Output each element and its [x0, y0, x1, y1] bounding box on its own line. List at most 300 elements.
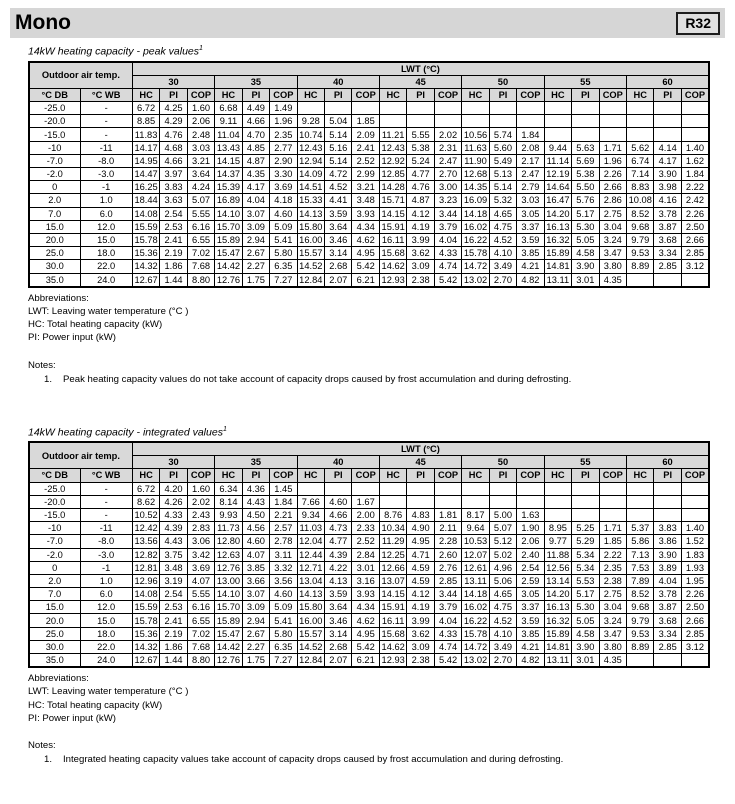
- table-cell: 14.81: [544, 640, 571, 653]
- table-cell: 7.68: [187, 260, 214, 273]
- table-cell: 4.14: [654, 141, 681, 154]
- table-cell: 2.26: [681, 588, 709, 601]
- table-cell: 2.26: [681, 207, 709, 220]
- table-cell: [572, 482, 599, 495]
- table-row: [29, 247, 709, 260]
- table-cell: 15.33: [297, 194, 324, 207]
- table-cell: 5.17: [572, 207, 599, 220]
- table-cell: 2.85: [681, 627, 709, 640]
- table-cell: 25.0: [29, 247, 80, 260]
- hc-column-header: HC: [462, 469, 489, 482]
- table-cell: 4.22: [325, 561, 352, 574]
- table-cell: 3.42: [187, 548, 214, 561]
- db-column-header: °C DB: [29, 88, 80, 101]
- table-row: [29, 115, 709, 128]
- table-cell: 16.13: [544, 601, 571, 614]
- cop-column-header: COP: [270, 88, 297, 101]
- table-cell: 1.93: [681, 561, 709, 574]
- table-cell: 3.78: [654, 207, 681, 220]
- table-cell: -15.0: [29, 128, 80, 141]
- table-cell: 9.11: [215, 115, 242, 128]
- note-text: Peak heating capacity values do not take account of capacity drops caused by frost accumulation and during defrosting.: [63, 373, 572, 385]
- table-cell: 7.14: [627, 168, 654, 181]
- table-cell: 4.87: [242, 154, 269, 167]
- table-cell: 4.16: [654, 194, 681, 207]
- hc-column-header: HC: [627, 88, 654, 101]
- table-cell: 1.40: [681, 141, 709, 154]
- table-cell: 1.0: [80, 194, 132, 207]
- table-row: [29, 260, 709, 273]
- table-cell: [627, 115, 654, 128]
- table-cell: 4.65: [489, 588, 516, 601]
- table-cell: 12.94: [297, 154, 324, 167]
- table-cell: 1.62: [681, 154, 709, 167]
- table-cell: 14.42: [215, 260, 242, 273]
- table-cell: 5.17: [572, 588, 599, 601]
- table-cell: 14.42: [215, 640, 242, 653]
- table-cell: 2.85: [681, 247, 709, 260]
- table-cell: 3.90: [572, 640, 599, 653]
- table-cell: [489, 495, 516, 508]
- table-cell: 3.34: [654, 627, 681, 640]
- table-cell: 3.09: [407, 640, 434, 653]
- table-cell: 12.56: [544, 561, 571, 574]
- table-cell: 2.06: [517, 535, 544, 548]
- table-cell: 2.60: [434, 548, 461, 561]
- table-row: [29, 614, 709, 627]
- hc-column-header: HC: [215, 88, 242, 101]
- table-cell: 3.05: [517, 588, 544, 601]
- table-cell: 11.03: [297, 522, 324, 535]
- integrated-values-table: [28, 441, 710, 668]
- table-cell: 16.25: [132, 181, 159, 194]
- table-cell: 4.62: [352, 233, 379, 246]
- table-cell: [379, 495, 406, 508]
- table-cell: 3.11: [270, 548, 297, 561]
- cop-column-header: COP: [599, 469, 626, 482]
- table-cell: 4.50: [242, 508, 269, 521]
- table-cell: 4.43: [160, 535, 187, 548]
- table-cell: 5.38: [572, 168, 599, 181]
- table-row: [29, 141, 709, 154]
- table-cell: [517, 482, 544, 495]
- table-cell: 3.07: [242, 207, 269, 220]
- table-cell: 14.10: [215, 207, 242, 220]
- hc-column-header: HC: [297, 469, 324, 482]
- table-cell: 9.93: [215, 508, 242, 521]
- table-cell: 4.74: [434, 260, 461, 273]
- note-text: Integrated heating capacity values take account of capacity drops caused by frost accumulation and during defrosting.: [63, 754, 564, 765]
- table-cell: 7.89: [627, 574, 654, 587]
- table-cell: 5.13: [489, 168, 516, 181]
- table-cell: 5.34: [572, 548, 599, 561]
- table-cell: -: [80, 102, 132, 115]
- table-row: [29, 535, 709, 548]
- table-cell: 5.14: [325, 128, 352, 141]
- table-cell: 12.76: [215, 654, 242, 668]
- pi-column-header: PI: [242, 88, 269, 101]
- table-cell: 3.12: [681, 260, 709, 273]
- table-cell: 4.10: [489, 627, 516, 640]
- table-cell: 11.14: [544, 154, 571, 167]
- table-row: [29, 601, 709, 614]
- table-cell: 1.44: [160, 273, 187, 287]
- pi-column-header: PI: [654, 469, 681, 482]
- table-cell: 1.81: [434, 508, 461, 521]
- table-cell: 14.09: [297, 168, 324, 181]
- table-cell: 4.29: [160, 115, 187, 128]
- table-cell: 16.32: [544, 233, 571, 246]
- table-cell: 8.83: [627, 181, 654, 194]
- table-cell: 2.48: [187, 128, 214, 141]
- table-cell: 2.54: [160, 207, 187, 220]
- table-cell: [627, 482, 654, 495]
- table-cell: 5.41: [270, 233, 297, 246]
- lwt-temp-header: 60: [627, 456, 709, 469]
- table-cell: 2.70: [434, 168, 461, 181]
- table-cell: 6.21: [352, 654, 379, 668]
- hc-column-header: HC: [132, 469, 159, 482]
- table-cell: 3.59: [325, 207, 352, 220]
- table-cell: 2.52: [352, 535, 379, 548]
- table-cell: 3.79: [434, 220, 461, 233]
- table-cell: 14.15: [379, 207, 406, 220]
- table-cell: 12.81: [132, 561, 159, 574]
- table-cell: 4.13: [325, 574, 352, 587]
- caption-text: 14kW heating capacity - integrated values: [28, 426, 223, 438]
- table-cell: [379, 115, 406, 128]
- table-cell: 20.0: [29, 233, 80, 246]
- table-cell: 5.42: [434, 273, 461, 287]
- table-cell: 5.09: [270, 601, 297, 614]
- table-cell: 5.80: [270, 247, 297, 260]
- table-cell: [654, 654, 681, 668]
- table-cell: 3.44: [434, 588, 461, 601]
- table-cell: -8.0: [80, 154, 132, 167]
- table-cell: 4.66: [160, 154, 187, 167]
- table-cell: 15.0: [29, 220, 80, 233]
- table-cell: [627, 128, 654, 141]
- table-cell: 4.90: [407, 522, 434, 535]
- cop-column-header: COP: [352, 469, 379, 482]
- table-cell: 6.68: [215, 102, 242, 115]
- table-cell: [654, 128, 681, 141]
- table-cell: 2.53: [160, 601, 187, 614]
- table-cell: 1.84: [681, 168, 709, 181]
- cop-column-header: COP: [599, 88, 626, 101]
- table-cell: 35.0: [29, 273, 80, 287]
- table-cell: 8.14: [215, 495, 242, 508]
- table-cell: 3.46: [325, 614, 352, 627]
- table-cell: 15.91: [379, 220, 406, 233]
- table-cell: 15.68: [379, 247, 406, 260]
- table-cell: 13.07: [379, 574, 406, 587]
- table-cell: 12.0: [80, 220, 132, 233]
- table-cell: 4.04: [434, 233, 461, 246]
- abbreviations-title: Abbreviations:: [28, 673, 89, 685]
- table-cell: 1.86: [160, 640, 187, 653]
- table-cell: 4.20: [160, 482, 187, 495]
- table-cell: 12.42: [132, 522, 159, 535]
- table-cell: 12.25: [379, 548, 406, 561]
- table-cell: 9.79: [627, 233, 654, 246]
- table-cell: [462, 495, 489, 508]
- table-cell: 12.84: [297, 273, 324, 287]
- table-cell: 16.22: [462, 614, 489, 627]
- table-row: [29, 588, 709, 601]
- table-cell: 14.35: [462, 181, 489, 194]
- table-cell: 5.14: [325, 154, 352, 167]
- table-cell: 12.71: [297, 561, 324, 574]
- table-cell: [544, 128, 571, 141]
- table-cell: 2.41: [352, 141, 379, 154]
- table-cell: [434, 495, 461, 508]
- table-cell: 15.89: [544, 627, 571, 640]
- table-row: [29, 181, 709, 194]
- table-cell: 8.80: [187, 273, 214, 287]
- table-cell: 2.66: [599, 181, 626, 194]
- table-cell: 14.64: [544, 181, 571, 194]
- table-cell: [379, 482, 406, 495]
- hc-column-header: HC: [132, 88, 159, 101]
- table-cell: 4.12: [407, 588, 434, 601]
- table-cell: 12.93: [379, 273, 406, 287]
- table-cell: 3.89: [654, 561, 681, 574]
- table-cell: 14.32: [132, 260, 159, 273]
- table-cell: -2.0: [29, 168, 80, 181]
- table-row: [29, 522, 709, 535]
- table-cell: 5.25: [572, 522, 599, 535]
- table-cell: 3.68: [654, 614, 681, 627]
- abbreviation-line: LWT: Leaving water temperature (°C ): [28, 305, 189, 317]
- table-cell: 4.07: [187, 574, 214, 587]
- table-cell: 15.68: [379, 627, 406, 640]
- table-cell: 3.80: [599, 640, 626, 653]
- cop-column-header: COP: [352, 88, 379, 101]
- table-cell: 3.62: [407, 627, 434, 640]
- table-cell: 4.71: [407, 548, 434, 561]
- table-cell: 2.09: [352, 128, 379, 141]
- table-cell: 3.86: [654, 535, 681, 548]
- table-cell: 2.84: [352, 548, 379, 561]
- table-cell: 6.21: [352, 273, 379, 287]
- hc-column-header: HC: [627, 469, 654, 482]
- table-cell: 1.45: [270, 482, 297, 495]
- table-row: [29, 154, 709, 167]
- table-cell: [407, 115, 434, 128]
- table-cell: 2.85: [654, 640, 681, 653]
- table-cell: 4.58: [572, 627, 599, 640]
- table-cell: [544, 508, 571, 521]
- table-cell: 16.00: [297, 233, 324, 246]
- table-cell: 9.53: [627, 627, 654, 640]
- table-cell: 3.24: [599, 614, 626, 627]
- table-cell: 4.04: [654, 574, 681, 587]
- table-cell: 4.33: [160, 508, 187, 521]
- table-cell: 15.70: [215, 601, 242, 614]
- table-cell: 12.82: [132, 548, 159, 561]
- table-cell: 1.75: [242, 654, 269, 668]
- table-cell: 2.17: [517, 154, 544, 167]
- table-cell: 12.43: [297, 141, 324, 154]
- table-cell: [627, 654, 654, 668]
- table-cell: [462, 482, 489, 495]
- lwt-header: LWT (°C): [132, 62, 709, 76]
- table-cell: 16.89: [215, 194, 242, 207]
- table-cell: 2.06: [187, 115, 214, 128]
- table-cell: [434, 102, 461, 115]
- wb-column-header: °C WB: [80, 469, 132, 482]
- table-cell: 4.43: [242, 495, 269, 508]
- table-cell: -11: [80, 522, 132, 535]
- table-cell: 14.20: [544, 588, 571, 601]
- table-cell: 5.76: [572, 194, 599, 207]
- table-cell: [572, 102, 599, 115]
- note-number: 1.: [43, 754, 52, 765]
- table-cell: 7.27: [270, 273, 297, 287]
- table-cell: 5.04: [325, 115, 352, 128]
- table-cell: 1.83: [681, 548, 709, 561]
- table-cell: 4.95: [407, 535, 434, 548]
- cop-column-header: COP: [434, 88, 461, 101]
- table-cell: -1: [80, 561, 132, 574]
- table-cell: 6.16: [187, 601, 214, 614]
- table-cell: 3.09: [242, 601, 269, 614]
- table-cell: 4.33: [434, 247, 461, 260]
- table-cell: 2.43: [187, 508, 214, 521]
- table-cell: 2.53: [160, 220, 187, 233]
- lwt-temp-header: 60: [627, 75, 709, 88]
- table-cell: [489, 102, 516, 115]
- table-cell: 5.55: [187, 588, 214, 601]
- table-cell: 2.85: [434, 574, 461, 587]
- table-cell: 2.38: [407, 273, 434, 287]
- table-cell: 3.93: [352, 207, 379, 220]
- table-cell: 1.0: [80, 574, 132, 587]
- table-cell: 12.04: [297, 535, 324, 548]
- table-cell: 5.34: [572, 561, 599, 574]
- table-cell: 3.21: [187, 154, 214, 167]
- table-cell: 8.85: [132, 115, 159, 128]
- table-cell: 4.82: [517, 654, 544, 668]
- table-cell: 4.25: [160, 102, 187, 115]
- table-cell: 4.59: [407, 574, 434, 587]
- table-cell: 4.21: [517, 260, 544, 273]
- hc-column-header: HC: [379, 469, 406, 482]
- table-row: [29, 102, 709, 115]
- table-cell: 3.06: [187, 535, 214, 548]
- table-cell: 1.71: [599, 522, 626, 535]
- table-cell: 1.49: [270, 102, 297, 115]
- table-cell: 5.41: [270, 614, 297, 627]
- table-cell: 14.08: [132, 588, 159, 601]
- table-cell: 0: [29, 561, 80, 574]
- table-cell: 4.52: [489, 233, 516, 246]
- table-cell: 1.40: [681, 522, 709, 535]
- table-cell: 2.70: [489, 654, 516, 668]
- table-cell: [572, 128, 599, 141]
- table-row: [29, 548, 709, 561]
- table-cell: 3.12: [681, 640, 709, 653]
- table-cell: 2.11: [434, 522, 461, 535]
- table-row: [29, 194, 709, 207]
- table-cell: 3.03: [187, 141, 214, 154]
- table-row: [29, 207, 709, 220]
- table-cell: 1.52: [681, 535, 709, 548]
- table-row: [29, 273, 709, 287]
- table-cell: 3.21: [352, 181, 379, 194]
- table-cell: 4.35: [599, 273, 626, 287]
- table-cell: 5.60: [489, 141, 516, 154]
- table-cell: 4.96: [489, 561, 516, 574]
- table-cell: 14.10: [215, 588, 242, 601]
- table-row: [29, 574, 709, 587]
- hc-column-header: HC: [379, 88, 406, 101]
- table-cell: 2.27: [242, 260, 269, 273]
- table-cell: [654, 495, 681, 508]
- table-cell: 1.67: [352, 495, 379, 508]
- lwt-temp-header: 30: [132, 75, 214, 88]
- table-cell: 5.30: [572, 601, 599, 614]
- table-cell: 16.09: [462, 194, 489, 207]
- table-row: [29, 654, 709, 668]
- pi-column-header: PI: [407, 88, 434, 101]
- table-cell: [352, 482, 379, 495]
- table-cell: 22.0: [80, 640, 132, 653]
- table-cell: 2.26: [599, 168, 626, 181]
- table-cell: 4.12: [407, 207, 434, 220]
- table-cell: 2.35: [599, 561, 626, 574]
- table-cell: [681, 128, 709, 141]
- table-cell: 4.17: [242, 181, 269, 194]
- table-cell: 4.34: [352, 601, 379, 614]
- table-cell: 6.72: [132, 102, 159, 115]
- table-cell: 2.66: [681, 614, 709, 627]
- table-cell: [407, 102, 434, 115]
- table-cell: [544, 495, 571, 508]
- table-cell: [325, 482, 352, 495]
- table-cell: 5.29: [572, 535, 599, 548]
- table-cell: 15.0: [29, 601, 80, 614]
- table-cell: 2.00: [352, 508, 379, 521]
- table-cell: 15.89: [215, 233, 242, 246]
- table-cell: 0: [29, 181, 80, 194]
- table-cell: 14.18: [462, 588, 489, 601]
- table-cell: 3.83: [654, 522, 681, 535]
- table-cell: 2.07: [325, 654, 352, 668]
- table-cell: 2.94: [242, 614, 269, 627]
- table-cell: 3.64: [325, 601, 352, 614]
- table-cell: 5.12: [489, 535, 516, 548]
- table-cell: 14.62: [379, 640, 406, 653]
- table-cell: 7.02: [187, 627, 214, 640]
- table-cell: 3.64: [187, 168, 214, 181]
- table-cell: 3.47: [599, 627, 626, 640]
- table-cell: 2.41: [160, 233, 187, 246]
- table-cell: 13.04: [297, 574, 324, 587]
- table-cell: 4.77: [325, 535, 352, 548]
- table-cell: 10.74: [297, 128, 324, 141]
- table-cell: 2.47: [434, 154, 461, 167]
- table-cell: 1.44: [160, 654, 187, 668]
- table-cell: 15.78: [132, 614, 159, 627]
- table-cell: -: [80, 482, 132, 495]
- hc-column-header: HC: [462, 88, 489, 101]
- table-cell: 1.84: [270, 495, 297, 508]
- table-cell: 5.38: [407, 141, 434, 154]
- table-cell: 16.47: [544, 194, 571, 207]
- table-cell: 24.0: [80, 273, 132, 287]
